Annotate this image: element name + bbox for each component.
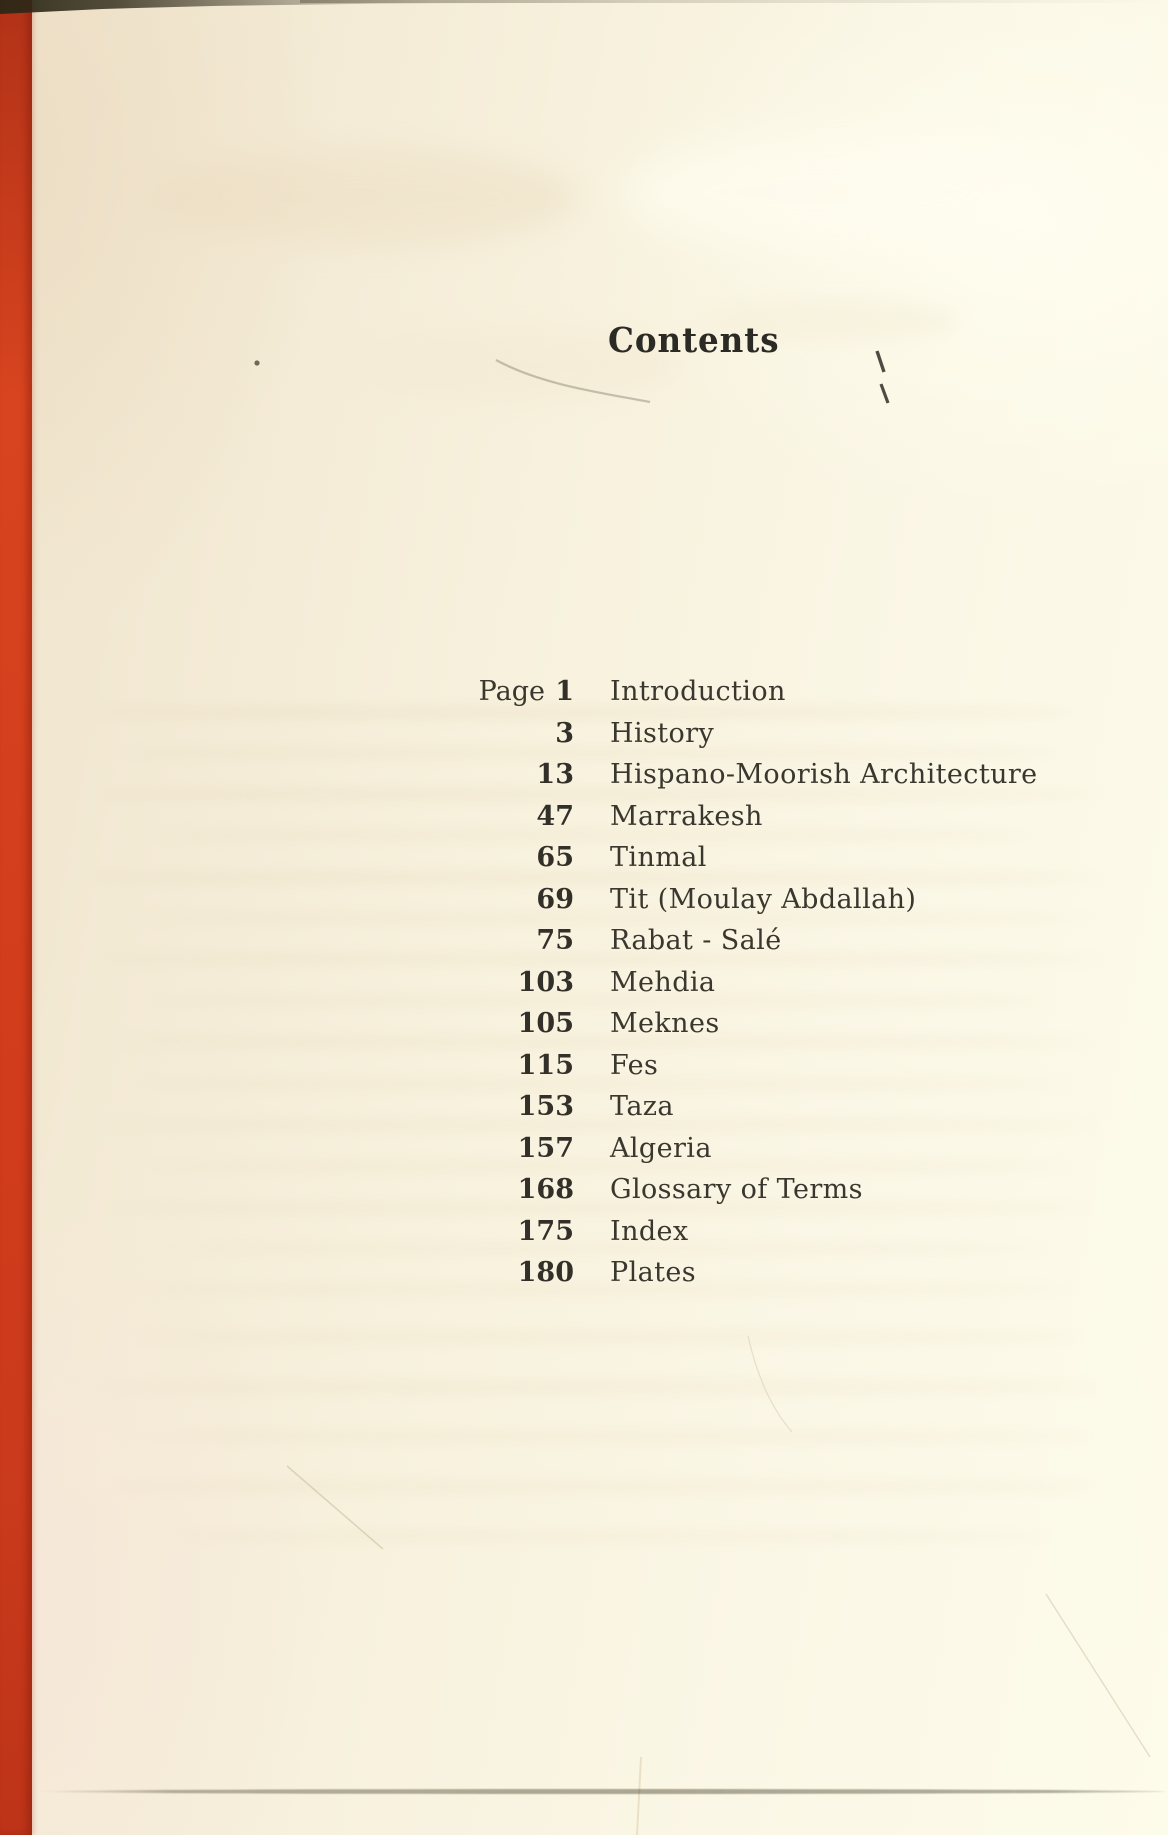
toc-entry-title: Index bbox=[610, 1215, 689, 1247]
toc-entry-title: Tinmal bbox=[610, 842, 707, 873]
toc-row bbox=[0, 1045, 1168, 1087]
page-title: Contents bbox=[608, 320, 780, 361]
toc-page-number: 105 bbox=[517, 1008, 574, 1039]
page-bottom-edge-shadow bbox=[38, 1789, 1166, 1794]
toc-page-number: 13 bbox=[536, 759, 574, 790]
show-through-smudge bbox=[150, 1530, 1050, 1542]
show-through-smudge bbox=[140, 1430, 1090, 1443]
show-through-smudge bbox=[100, 1380, 1100, 1394]
toc-row bbox=[0, 1169, 1168, 1211]
toc-page-number: 180 bbox=[517, 1257, 574, 1288]
toc-row bbox=[0, 837, 1168, 879]
toc-entry-title: Fes bbox=[610, 1049, 659, 1081]
toc-page-number: 157 bbox=[517, 1132, 574, 1164]
toc-page-number: 175 bbox=[517, 1215, 574, 1247]
toc-entry-title: Marrakesh bbox=[610, 800, 763, 832]
toc-row bbox=[0, 713, 1168, 755]
toc-row bbox=[0, 1252, 1168, 1294]
toc-row bbox=[0, 671, 1168, 713]
paper-crease bbox=[637, 1757, 641, 1835]
toc-page-number: 3 bbox=[555, 717, 574, 749]
toc-page-number: 103 bbox=[517, 966, 574, 998]
toc-entry-title: History bbox=[610, 717, 715, 749]
toc-entry-title: Glossary of Terms bbox=[610, 1174, 863, 1205]
toc-page-number: 115 bbox=[517, 1049, 574, 1081]
table-of-contents bbox=[0, 671, 1168, 1294]
paper-highlight bbox=[620, 135, 1050, 250]
toc-row bbox=[0, 879, 1168, 921]
toc-entry-title: Plates bbox=[610, 1257, 696, 1288]
paper-mottling bbox=[150, 150, 580, 245]
tick-mark bbox=[877, 351, 884, 372]
toc-page-number: 1 bbox=[555, 676, 574, 707]
toc-page-word: Page bbox=[478, 676, 545, 707]
toc-row bbox=[0, 920, 1168, 962]
tick-mark bbox=[881, 384, 888, 403]
toc-entry-title: Tit (Moulay Abdallah) bbox=[610, 883, 917, 915]
toc-page-number: 168 bbox=[517, 1174, 574, 1205]
toc-entry-title: Taza bbox=[610, 1091, 674, 1122]
toc-page-number: 47 bbox=[536, 800, 574, 832]
toc-entry-title: Mehdia bbox=[610, 966, 716, 998]
toc-page-number: 65 bbox=[536, 842, 574, 873]
ink-speck bbox=[254, 360, 259, 365]
toc-entry-title: Introduction bbox=[610, 676, 786, 707]
scratch-mark bbox=[1046, 1594, 1150, 1757]
toc-entry-title: Rabat - Salé bbox=[610, 925, 782, 956]
page-top-hairline bbox=[300, 0, 1168, 3]
toc-entry-title: Hispano-Moorish Architecture bbox=[610, 759, 1038, 790]
toc-page-number: 153 bbox=[517, 1091, 574, 1122]
toc-entry-title: Algeria bbox=[610, 1132, 712, 1164]
toc-row bbox=[0, 1003, 1168, 1045]
toc-row bbox=[0, 962, 1168, 1004]
toc-row bbox=[0, 1128, 1168, 1170]
show-through-smudge bbox=[130, 1330, 1080, 1344]
show-through-smudge bbox=[110, 1480, 1100, 1493]
toc-entry-title: Meknes bbox=[610, 1008, 720, 1039]
toc-row bbox=[0, 754, 1168, 796]
toc-row bbox=[0, 1211, 1168, 1253]
toc-page-number: 75 bbox=[536, 925, 574, 956]
toc-row bbox=[0, 796, 1168, 838]
toc-page-number: 69 bbox=[536, 883, 574, 915]
toc-row bbox=[0, 1086, 1168, 1128]
